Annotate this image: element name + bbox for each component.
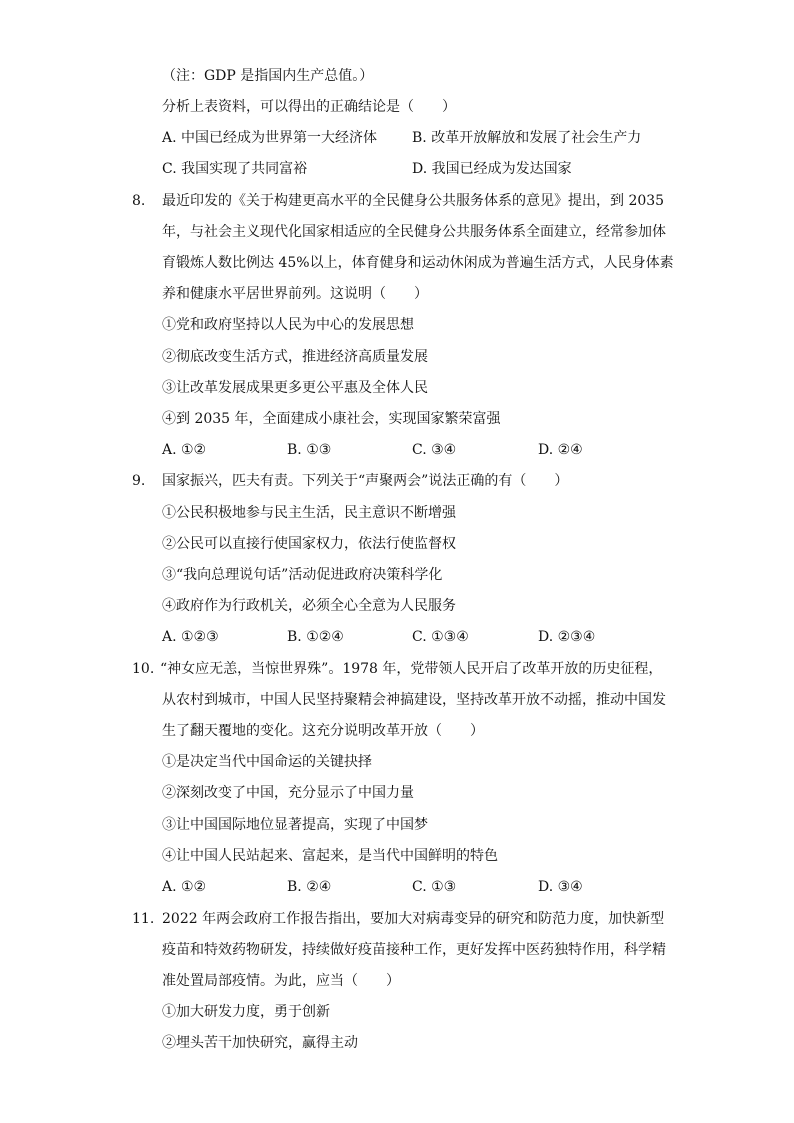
q7-option-c: C. 我国实现了共同富裕 xyxy=(162,161,308,177)
q10-option-c: C. ①③ xyxy=(412,879,457,895)
q10-statement: ③让中国国际地位显著提高，实现了中国梦 xyxy=(162,817,428,833)
q8-option-a: A. ①② xyxy=(162,442,207,458)
q10-option-d: D. ③④ xyxy=(538,879,583,895)
q8-statement: ④到 2035 年，全面建成小康社会，实现国家繁荣富强 xyxy=(162,411,501,427)
q10-option-a: A. ①② xyxy=(162,879,207,895)
q8-statement: ③让改革发展成果更多更公平惠及全体人民 xyxy=(162,380,428,396)
q9-statement: ①公民积极地参与民主生活，民主意识不断增强 xyxy=(162,505,456,521)
q10-statement: ①是决定当代中国命运的关键抉择 xyxy=(162,754,372,770)
q9-option-a: A. ①②③ xyxy=(162,629,219,645)
q8-stem-line: 养和健康水平居世界前列。这说明（ ） xyxy=(162,286,428,302)
q10-number: 10. xyxy=(132,661,155,677)
q7-option-b: B. 改革开放解放和发展了社会生产力 xyxy=(412,130,642,146)
q11-statement: ②埋头苦干加快研究，赢得主动 xyxy=(162,1035,358,1051)
q7-note: （注：GDP 是指国内生产总值。） xyxy=(162,68,374,84)
q8-stem-line: 育锻炼人数比例达 45%以上，体育健身和运动休闲成为普遍生活方式，人民身体素 xyxy=(162,255,674,271)
q9-statement: ④政府作为行政机关，必须全心全意为人民服务 xyxy=(162,598,456,614)
q7-option-a: A. 中国已经成为世界第一大经济体 xyxy=(162,130,378,146)
q11-stem-line: 准处置局部疫情。为此，应当（ ） xyxy=(162,973,400,989)
q10-stem-line: 生了翻天覆地的变化。这充分说明改革开放（ ） xyxy=(162,723,484,739)
q11-number: 11. xyxy=(132,911,155,927)
q9-option-d: D. ②③④ xyxy=(538,629,596,645)
q9-option-b: B. ①②④ xyxy=(287,629,344,645)
q8-number: 8. xyxy=(132,193,146,209)
q9-option-c: C. ①③④ xyxy=(412,629,469,645)
q11-stem-line: 2022 年两会政府工作报告指出，要加大对病毒变异的研究和防范力度，加快新型 xyxy=(162,911,665,927)
q8-option-d: D. ②④ xyxy=(538,442,583,458)
q8-option-c: C. ③④ xyxy=(412,442,457,458)
q9-statement: ②公民可以直接行使国家权力，依法行使监督权 xyxy=(162,536,456,552)
q8-statement: ②彻底改变生活方式，推进经济高质量发展 xyxy=(162,349,428,365)
q7-prompt: 分析上表资料，可以得出的正确结论是（ ） xyxy=(162,99,456,115)
q8-statement: ①党和政府坚持以人民为中心的发展思想 xyxy=(162,317,414,333)
q11-stem-line: 疫苗和特效药物研发，持续做好疫苗接种工作，更好发挥中医药独特作用，科学精 xyxy=(162,942,666,958)
q8-stem-line: 最近印发的《关于构建更高水平的全民健身公共服务体系的意见》提出，到 2035 xyxy=(162,193,665,209)
q10-statement: ②深刻改变了中国，充分显示了中国力量 xyxy=(162,785,414,801)
q10-stem-line: “神女应无恙，当惊世界殊”。1978 年，党带领人民开启了改革开放的历史征程， xyxy=(160,661,663,677)
q8-stem-line: 年，与社会主义现代化国家相适应的全民健身公共服务体系全面建立，经常参加体 xyxy=(162,224,666,240)
q10-option-b: B. ②④ xyxy=(287,879,332,895)
q9-number: 9. xyxy=(132,473,146,489)
q9-statement: ③“我向总理说句话”活动促进政府决策科学化 xyxy=(162,567,443,583)
q10-statement: ④让中国人民站起来、富起来，是当代中国鲜明的特色 xyxy=(162,848,498,864)
q7-option-d: D. 我国已经成为发达国家 xyxy=(412,161,572,177)
q8-option-b: B. ①③ xyxy=(287,442,332,458)
q9-stem-line: 国家振兴，匹夫有责。下列关于“声聚两会”说法正确的有（ ） xyxy=(162,473,569,489)
q10-stem-line: 从农村到城市，中国人民坚持聚精会神搞建设，坚持改革开放不动摇，推动中国发 xyxy=(162,692,666,708)
q11-statement: ①加大研发力度，勇于创新 xyxy=(162,1004,330,1020)
